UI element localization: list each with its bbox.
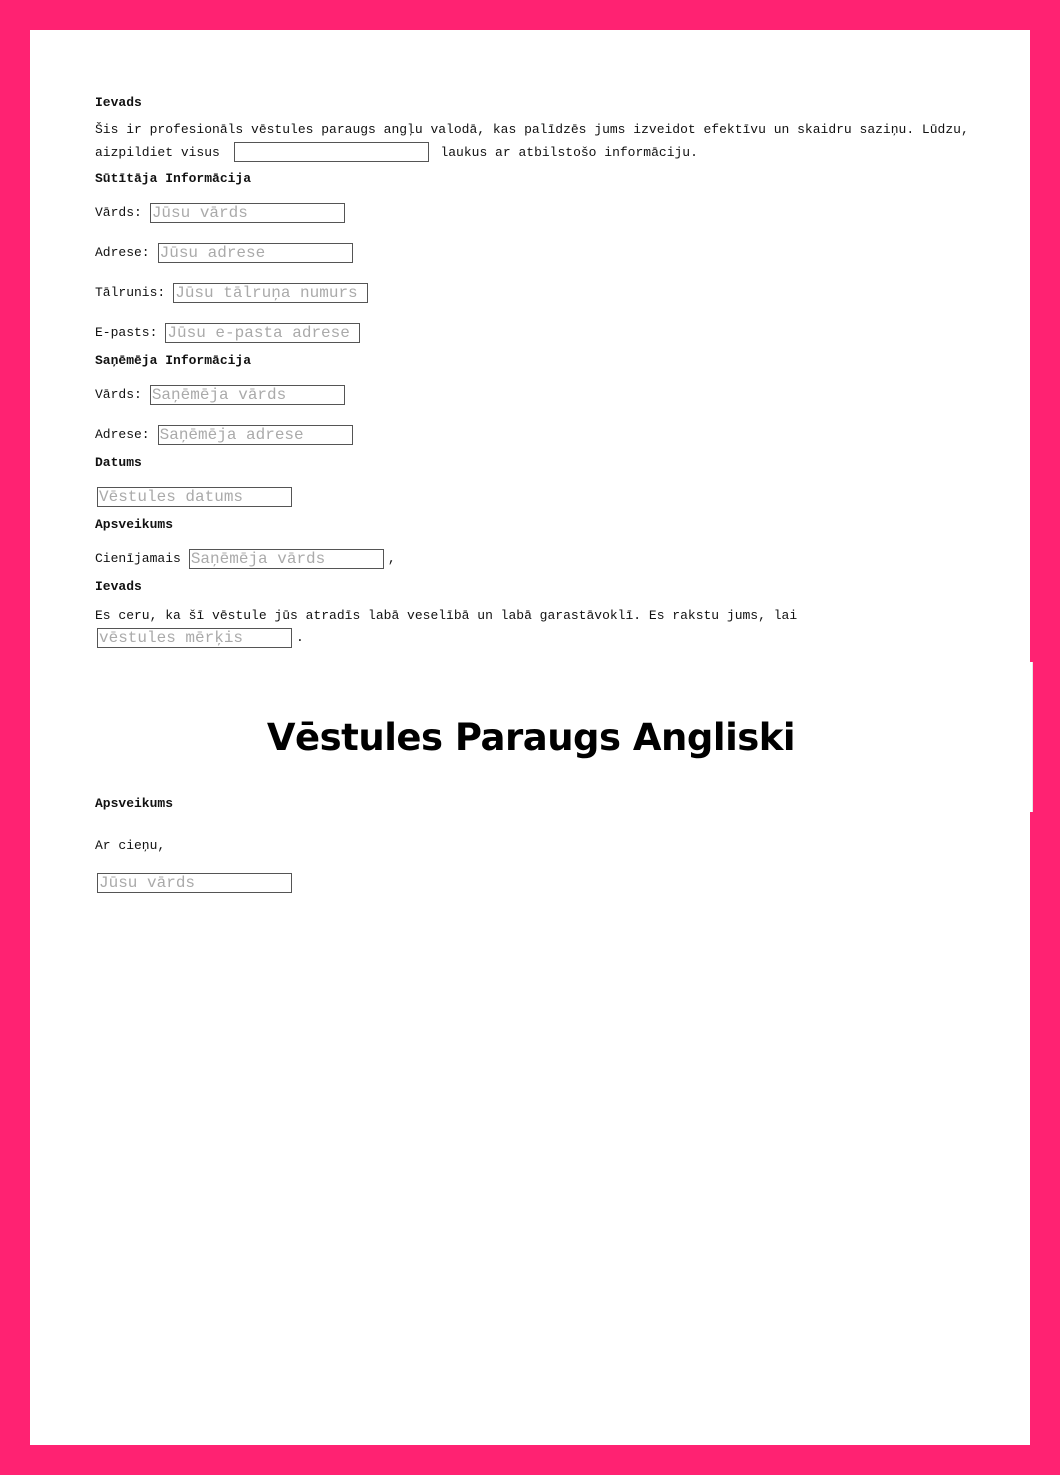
sender-address-input[interactable] bbox=[158, 243, 353, 263]
recipient-address-input[interactable] bbox=[158, 425, 353, 445]
greeting-heading: Apsveikums bbox=[95, 517, 174, 532]
intro-paragraph bbox=[95, 119, 995, 164]
recipient-name-row bbox=[95, 383, 995, 407]
sender-phone-label: Tālrunis: bbox=[95, 285, 166, 300]
sender-phone-input[interactable] bbox=[173, 283, 368, 303]
recipient-address-label: Adrese: bbox=[95, 427, 150, 442]
sender-email-row bbox=[95, 321, 995, 345]
closing-section bbox=[95, 796, 995, 895]
title-banner bbox=[30, 662, 1033, 812]
body-intro-suffix: . bbox=[296, 629, 304, 645]
intro-blank-input[interactable] bbox=[234, 142, 429, 162]
body-intro-purpose-row bbox=[95, 626, 995, 650]
greeting-row bbox=[95, 547, 995, 571]
body-intro-heading: Ievads bbox=[95, 579, 142, 594]
recipient-address-row bbox=[95, 423, 995, 447]
closing-heading-partial bbox=[95, 796, 995, 816]
page-title: Vēstules Paraugs Angliski bbox=[266, 715, 796, 759]
sender-heading: Sūtītāja Informācija bbox=[95, 171, 252, 186]
recipient-name-label: Vārds: bbox=[95, 387, 142, 402]
greeting-name-input[interactable] bbox=[189, 549, 384, 569]
sender-name-label: Vārds: bbox=[95, 205, 142, 220]
body-intro-paragraph bbox=[95, 605, 995, 628]
sender-name-input[interactable] bbox=[150, 203, 345, 223]
date-heading: Datums bbox=[95, 455, 142, 470]
sender-address-label: Adrese: bbox=[95, 245, 150, 260]
sender-email-input[interactable] bbox=[165, 323, 360, 343]
intro-text-before: Šis ir profesionāls vēstules paraugs angļu valodā, kas palīdzēs jums izveidot efektīvu un skaidru saziņu. Lūdzu, aizpildiet visus bbox=[95, 122, 969, 160]
closing-signature-row bbox=[95, 871, 995, 895]
intro-text-after: laukus ar atbilstošo informāciju. bbox=[440, 144, 698, 160]
document-page bbox=[30, 30, 1030, 1445]
date-input[interactable] bbox=[97, 487, 292, 507]
letter-purpose-input[interactable] bbox=[97, 628, 292, 648]
recipient-heading: Saņēmēja Informācija bbox=[95, 353, 252, 368]
signature-name-input[interactable] bbox=[97, 873, 292, 893]
body-intro-text: Es ceru, ka šī vēstule jūs atradīs labā veselībā un labā garastāvoklī. Es rakstu jums, lai bbox=[95, 608, 798, 623]
sender-name-row bbox=[95, 201, 995, 225]
intro-heading: Ievads bbox=[95, 95, 142, 110]
sender-phone-row bbox=[95, 281, 995, 305]
closing-heading: Apsveikums bbox=[95, 796, 174, 811]
date-row bbox=[95, 485, 995, 509]
recipient-name-input[interactable] bbox=[150, 385, 345, 405]
sender-email-label: E-pasts: bbox=[95, 325, 158, 340]
greeting-prefix: Cienījamais bbox=[95, 551, 181, 566]
closing-text: Ar cieņu, bbox=[95, 838, 166, 853]
sender-address-row bbox=[95, 241, 995, 265]
greeting-suffix: , bbox=[387, 551, 396, 566]
letter-form bbox=[95, 90, 995, 695]
